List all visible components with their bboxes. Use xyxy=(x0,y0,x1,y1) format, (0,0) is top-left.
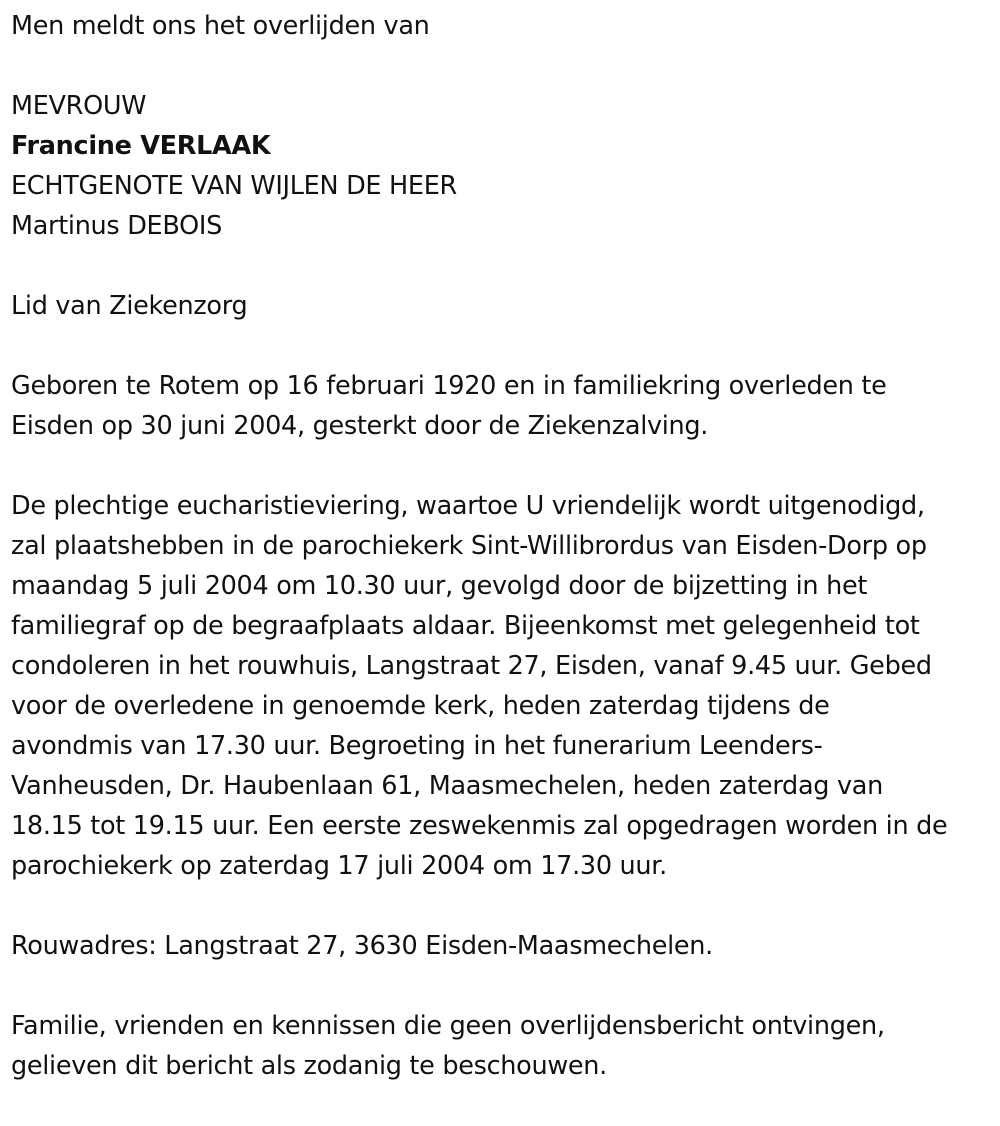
paragraph-line: Eisden op 30 juni 2004, gesterkt door de Ziekenzalving. xyxy=(11,411,709,441)
spacer xyxy=(11,326,993,366)
paragraph-line: gelieven dit bericht als zodanig te beschouwen. xyxy=(11,1051,607,1081)
paragraph-line: zal plaatshebben in de parochiekerk Sint-Willibrordus van Eisden-Dorp op xyxy=(11,531,927,561)
spouse-name: Martinus DEBOIS xyxy=(11,211,222,241)
paragraph-line: Vanheusden, Dr. Haubenlaan 61, Maasmechelen, heden zaterdag van xyxy=(11,771,883,801)
paragraph-line: condoleren in het rouwhuis, Langstraat 27, Eisden, vanaf 9.45 uur. Gebed xyxy=(11,651,932,681)
deceased-name: Francine VERLAAK xyxy=(11,131,271,161)
mourning-address: Rouwadres: Langstraat 27, 3630 Eisden-Maasmechelen. xyxy=(11,931,713,961)
closing-paragraph xyxy=(11,1006,993,1086)
paragraph-line: Familie, vrienden en kennissen die geen overlijdensbericht ontvingen, xyxy=(11,1011,885,1041)
obituary-notice xyxy=(11,6,993,1086)
paragraph-line: 18.15 tot 19.15 uur. Een eerste zeswekenmis zal opgedragen worden in de xyxy=(11,811,948,841)
paragraph-line: maandag 5 juli 2004 om 10.30 uur, gevolgd door de bijzetting in het xyxy=(11,571,868,601)
relation-text: ECHTGENOTE VAN WIJLEN DE HEER xyxy=(11,171,457,201)
paragraph-line: voor de overledene in genoemde kerk, heden zaterdag tijdens de xyxy=(11,691,830,721)
paragraph-line: parochiekerk op zaterdag 17 juli 2004 om 17.30 uur. xyxy=(11,851,667,881)
paragraph-line: avondmis van 17.30 uur. Begroeting in het funerarium Leenders- xyxy=(11,731,823,761)
spacer xyxy=(11,46,993,86)
paragraph-line: familiegraf op de begraafplaats aldaar. Bijeenkomst met gelegenheid tot xyxy=(11,611,920,641)
spacer xyxy=(11,886,993,926)
paragraph-line: Geboren te Rotem op 16 februari 1920 en in familiekring overleden te xyxy=(11,371,887,401)
birth-death-paragraph xyxy=(11,366,993,446)
spacer xyxy=(11,966,993,1006)
spacer xyxy=(11,446,993,486)
ceremony-paragraph xyxy=(11,486,993,886)
spacer xyxy=(11,246,993,286)
intro-text: Men meldt ons het overlijden van xyxy=(11,11,430,41)
honorific: MEVROUW xyxy=(11,91,147,121)
membership-text: Lid van Ziekenzorg xyxy=(11,291,248,321)
paragraph-line: De plechtige eucharistieviering, waartoe U vriendelijk wordt uitgenodigd, xyxy=(11,491,925,521)
